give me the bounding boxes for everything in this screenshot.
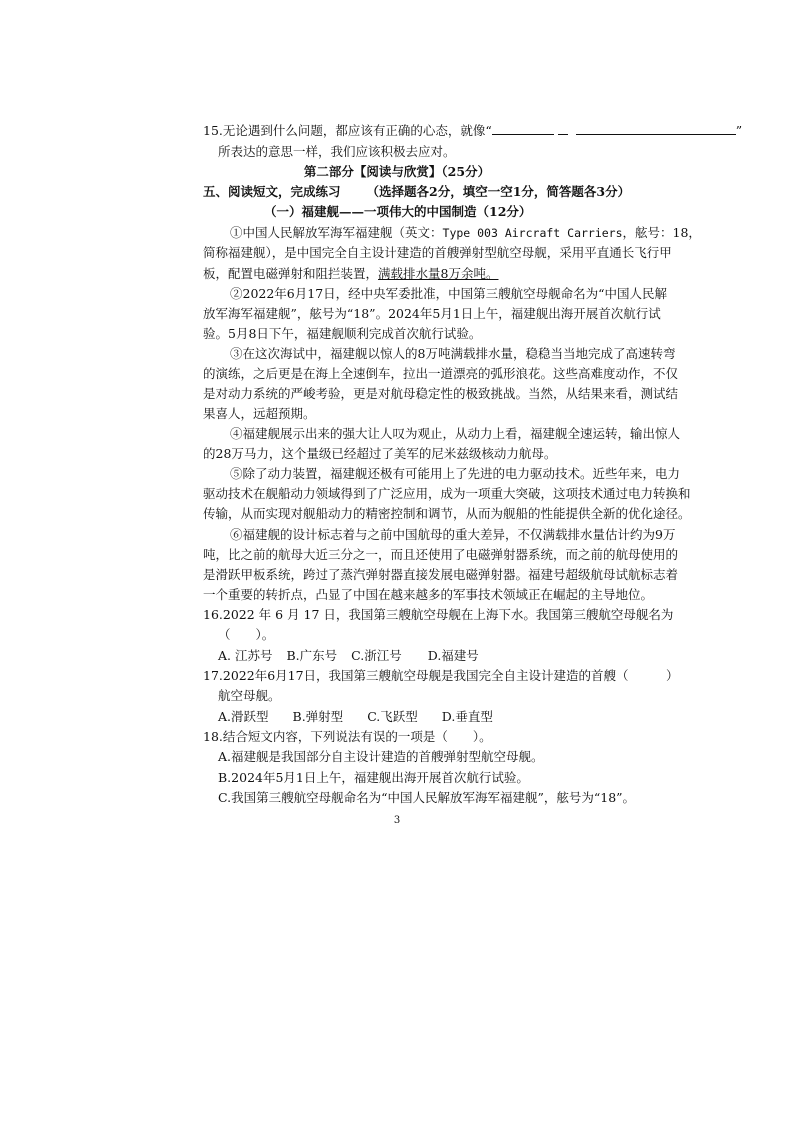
q17-option-a[interactable]: A.滑跃型	[218, 709, 269, 724]
p6-line3: 是滑跃甲板系统，跨过了蒸汽弹射器直接发展电磁弹射器。福建号超级航母试航标志着	[203, 567, 679, 582]
q17-stem: 17.2022年6月17日，我国第三艘航空母舰是我国完全自主设计建造的首艘（ ）	[203, 668, 679, 683]
p2-line1: ②2022年6月17日，经中央军委批准，中国第三艘航空母舰命名为“中国人民解	[230, 286, 668, 301]
p6-line4: 一个重要的转折点，凸显了中国在越来越多的军事技术领域正在崛起的主导地位。	[203, 587, 654, 602]
p1-l3-text: 板，配置电磁弹射和阻拦装置，	[203, 266, 379, 281]
q15-suffix: ”	[735, 123, 743, 138]
q15-blank-3[interactable]	[576, 123, 736, 135]
section-title: 第二部分【阅读与欣赏】（25分）	[303, 164, 491, 179]
p3-line3: 是对动力系统的严峻考验，更是对航母稳定性的极致挑战。当然，从结果来看，测试结	[203, 386, 679, 401]
q16-stem: 16.2022 年 6 月 17 日，我国第三艘航空母舰在上海下水。我国第三艘航空母舰名为	[203, 607, 674, 622]
p4-line1: ④福建舰展示出来的强大让人叹为观止，从动力上看，福建舰全速运转，输出惊人	[230, 426, 681, 441]
page-number: 3	[393, 815, 401, 826]
p6-line2: 吨，比之前的航母大近三分之一，而且还使用了电磁弹射器系统，而之前的航母使用的	[203, 547, 679, 562]
p1-line1	[230, 225, 701, 241]
p5-line3: 传输，从而实现对舰船动力的精密控制和调节，从而为舰船的性能提供全新的优化途径。	[203, 506, 691, 521]
q17-option-c[interactable]: C.飞跃型	[367, 709, 418, 724]
section-heading	[203, 184, 630, 200]
q16-option-a[interactable]: A. 江苏号	[218, 648, 273, 663]
p1-english-name: Type 003 Aircraft Carriers	[442, 226, 623, 240]
q16-option-b[interactable]: B.广东号	[286, 648, 338, 663]
p3-line1: ③在这次海试中，福建舰以惊人的8万吨满载排水量，稳稳当当地完成了高速转弯	[230, 346, 676, 361]
p5-line1: ⑤除了动力装置，福建舰还极有可能用上了先进的电力驱动技术。近些年来，电力	[230, 466, 681, 481]
q15-blank-2[interactable]	[558, 123, 568, 135]
p1-line3	[203, 266, 498, 282]
q17-option-b[interactable]: B.弹射型	[292, 709, 344, 724]
q18-option-a[interactable]: A.福建舰是我国部分自主设计建造的首艘弹射型航空母舰。	[218, 749, 544, 764]
section-scoring: （选择题各2分，填空一空1分，简答题各3分）	[366, 184, 631, 199]
q16-options	[218, 648, 479, 664]
q18-stem: 18.结合短文内容，下列说法有误的一项是（ ）。	[203, 729, 492, 744]
q15-line1	[203, 123, 742, 139]
p1-text-a: ①中国人民解放军海军福建舰（英文：	[230, 225, 443, 240]
section-heading-text: 五、阅读短文，完成练习	[203, 184, 341, 199]
q15-line2: 所表达的意思一样，我们应该积极去应对。	[218, 144, 456, 159]
q17-option-d[interactable]: D.垂直型	[441, 709, 493, 724]
q17-stem2: 航空母舰。	[218, 688, 281, 703]
p3-line4: 果喜人，远超预期。	[203, 406, 316, 421]
p1-line2: 简称福建舰），是中国完全自主设计建造的首艘弹射型航空母舰，采用平直通长飞行甲	[203, 245, 672, 260]
passage-subtitle: （一）福建舰——一项伟大的中国制造（12分）	[264, 204, 532, 219]
p5-line2: 驱动技术在舰船动力领域得到了广泛应用，成为一项重大突破，这项技术通过电力转换和	[203, 486, 691, 501]
p1-text-b: ，舷号：18，	[622, 225, 701, 240]
p4-line2: 的28万马力，这个量级已经超过了美军的尼米兹级核动力航母。	[203, 446, 557, 461]
q18-option-b[interactable]: B.2024年5月1日上午，福建舰出海开展首次航行试验。	[218, 770, 529, 785]
q18-option-c[interactable]: C.我国第三艘航空母舰命名为“中国人民解放军海军福建舰”，舷号为“18”。	[218, 790, 636, 805]
q17-options	[218, 709, 493, 725]
q16-answer-paren[interactable]: （ ）。	[218, 627, 275, 642]
q15-blank-1[interactable]	[492, 123, 554, 135]
q16-option-c[interactable]: C.浙江号	[351, 648, 402, 663]
q15-prefix: 15.无论遇到什么问题，都应该有正确的心态，就像“	[203, 123, 492, 138]
p6-line1: ⑥福建舰的设计标志着与之前中国航母的重大差异，不仅满载排水量估计约为9万	[230, 527, 676, 542]
q16-option-d[interactable]: D.福建号	[427, 648, 479, 663]
p2-line3: 验。5月8日下午，福建舰顺利完成首次航行试验。	[203, 326, 482, 341]
p1-underlined-sentence: 满载排水量8万余吨。	[378, 266, 499, 281]
p2-line2: 放军海军福建舰”，舷号为“18”。2024年5月1日上午，福建舰出海开展首次航行试	[203, 306, 661, 321]
p3-line2: 的演练，之后更是在海上全速倒车，拉出一道漂亮的弧形浪花。这些高难度动作，不仅	[203, 366, 679, 381]
